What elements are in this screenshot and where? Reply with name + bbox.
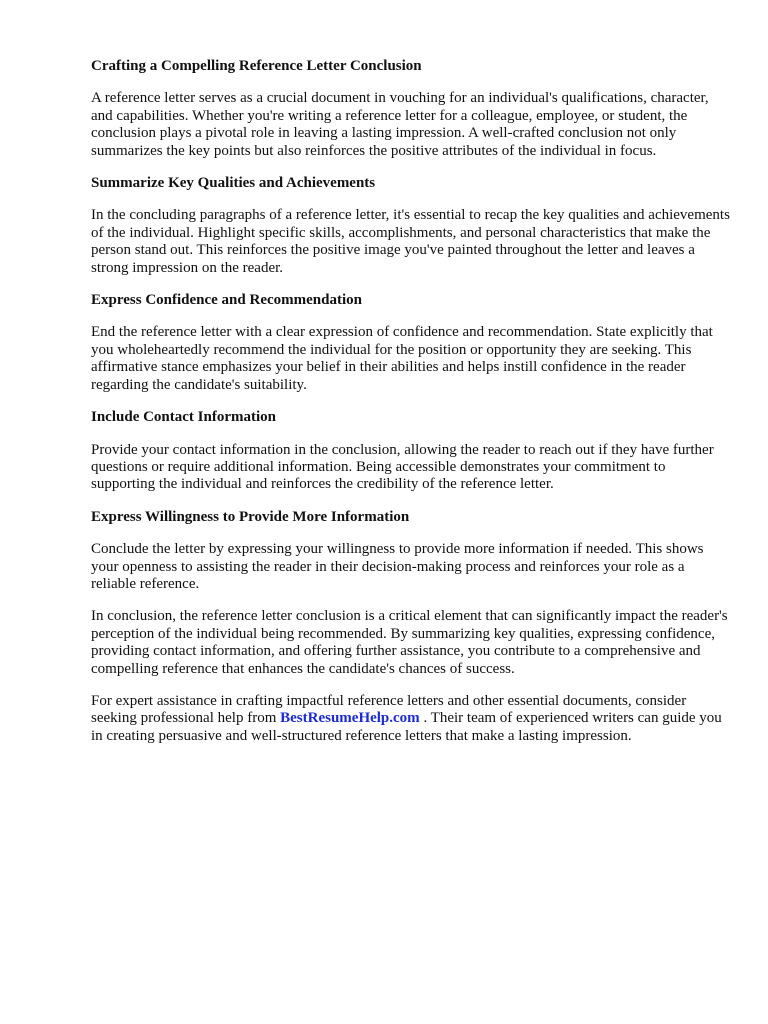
cta-text-after: . Their team of experienced writers can guide you in creating persuasive and well-structured reference letters that make a lasting impression. xyxy=(91,710,722,744)
section-heading-willingness: Express Willingness to Provide More Information xyxy=(91,508,410,525)
section-heading-confidence: Express Confidence and Recommendation xyxy=(91,292,362,309)
conclusion-paragraph: In conclusion, the reference letter conclusion is a critical element that can significantly impact the reader's perception of the individual being recommended. By summarizing key qualities, expressing confidence, providing contact information, and offering further assistance, you contribute to a comprehensive and compelling reference that enhances the candidate's chances of success. xyxy=(91,608,728,677)
bestresumehelp-link[interactable]: BestResumeHelp.com xyxy=(280,710,420,727)
cta-paragraph xyxy=(91,693,731,745)
section-heading-contact: Include Contact Information xyxy=(91,409,277,426)
section-heading-summarize: Summarize Key Qualities and Achievements xyxy=(91,175,376,192)
document-title: Crafting a Compelling Reference Letter Conclusion xyxy=(91,58,422,74)
intro-paragraph: A reference letter serves as a crucial document in vouching for an individual's qualifications, character, and capabilities. Whether you're writing a reference letter for a colleague, employee, or student, the conclusion plays a pivotal role in leaving a lasting impression. A well-crafted conclusion not only summarizes the key points but also reinforces the positive attributes of the individual in focus. xyxy=(91,90,709,159)
section-body-contact: Provide your contact information in the conclusion, allowing the reader to reach out if they have further questions or require additional information. Being accessible demonstrates your commitment to supporting the individual and reinforces the credibility of the reference letter. xyxy=(91,441,714,493)
document-page xyxy=(91,58,731,760)
section-body-willingness: Conclude the letter by expressing your willingness to provide more information if needed. This shows your openness to assisting the reader in their decision-making process and reinforces your role as a reliable reference. xyxy=(91,541,704,592)
cta-text-before: For expert assistance in crafting impactful reference letters and other essential documents, consider seeking professional help from xyxy=(91,692,687,727)
section-body-summarize: In the concluding paragraphs of a reference letter, it's essential to recap the key qualities and achievements of the individual. Highlight specific skills, accomplishments, and personal characteristics that make the person stand out. This reinforces the positive image you've painted throughout the letter and leaves a strong impression on the reader. xyxy=(91,207,730,276)
section-body-confidence: End the reference letter with a clear expression of confidence and recommendation. State explicitly that you wholeheartedly recommend the individual for the position or opportunity they are seeking. This affirmative stance emphasizes your belief in their abilities and helps instill confidence in the reader regarding the candidate's suitability. xyxy=(91,324,713,393)
